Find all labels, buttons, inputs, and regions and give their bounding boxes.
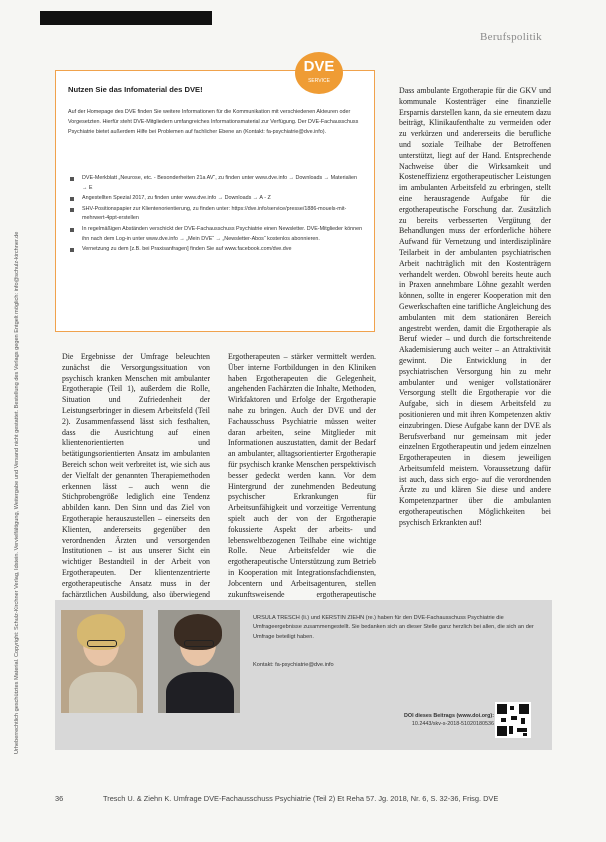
- list-item: In regelmäßigen Abständen verschickt der DVE-Fachausschuss Psychiatrie einen Newsletter. DVE-Mitglieder können ihn nach dem Log-in unter www.dve.info → „Mein DVE“ → „Newsletter-Abos“ kostenlos abonnieren.: [68, 225, 363, 244]
- qr-code-icon: [495, 702, 531, 738]
- list-item: Vernetzung zu dem [z.B. bei Praxisanfragen] finden Sie auf www.facebook.com/dve.dve: [68, 245, 363, 255]
- section-title: Berufspolitik: [480, 31, 542, 43]
- info-box-title: Nutzen Sie das Infomaterial des DVE!: [68, 85, 203, 94]
- author-box: [55, 600, 552, 750]
- list-item: DVE-Merkblatt „Neurose, etc. - Besonderheiten 21a AV“, zu finden unter www.dve.info → Downloads → Materialien → E: [68, 174, 363, 193]
- dve-service-badge: [295, 52, 343, 94]
- author-text: URSULA TRESCH (li.) und KERSTIN ZIEHN (re.) haben für den DVE-Fachausschuss Psychiatrie die Umfrageergebnisse zusammengestellt. Sie bedanken sich an dieser Stelle ganz herzlich bei allen, die sich an der Umfrage beteiligt haben.: [253, 615, 534, 640]
- footer-citation: Tresch U. & Ziehn K. Umfrage DVE-Fachausschuss Psychiatrie (Teil 2) Et Reha 57. Jg. 2018, Nr. 6, S. 32-36, Frisg. DVE: [103, 794, 499, 803]
- badge-sub-text: SERVICE: [308, 78, 330, 84]
- copyright-note: Urheberrechtlich geschütztes Material. Copyright: Schulz-Kirchner Verlag, Idstein. Vervielfältigung, Weitergabe und Versand nicht gestattet. Bestellung des Verlags gegen Entgelt möglich: info@schulz-kirchner.de: [14, 231, 20, 754]
- badge-logo-text: DVE: [303, 58, 335, 75]
- copyright-sidebar: [2, 64, 20, 754]
- body-column-2: Ergotherapeuten – stärker vermittelt werden. Über interne Fortbildungen in den Kliniken haben Ergotherapeuten die Gelegenheit, angehenden Fachärzten die Inhalte, Methoden, Wirkfaktoren und Erfolge der Ergotherapie nahe zu bringen. Auch der DVE und der Fachausschuss Psychiatrie müssen weiter daran arbeiten, seine Mitglieder mit Informationen auszustatten, damit der Bedarf an ambulanter, alltagsorientierter Ergotherapie für psychisch kranke Menschen perspektivisch besser gedeckt werden kann. Vor dem Hintergrund der zunehmenden Bedeutung psychischer Erkrankungen für Arbeitsunfähigkeit und vorzeitige Verrentung spielt auch der von der Ergotherapie fokussierte Aspekt der arbeits- und lebensweltbezogenen Teilhabe eine wichtige Rolle. Neue Arbeitsfelder wie die ergotherapeutische Unterstützung zum Betrieb in Kooperation mit Integrationsfachdiensten, Jobcentern und Arbeitsagenturen, stellen zukunftsweisende ergotherapeutische: [228, 352, 376, 599]
- info-box-intro: Auf der Homepage des DVE finden Sie weitere Informationen für die Kommunikation mit verschiedenen Akteuren oder Vorgesetzten. Hierfür steht DVE-Mitgliedern umfangreiches Informationsmaterial zur Verfügung. Der DVE-Fachausschuss Psychiatrie bietet außerdem Hilfe bei Problemen auf fachlicher Ebene an (Kontakt: fa-psychiatrie@dve.info).: [68, 109, 359, 135]
- info-box: [55, 70, 375, 332]
- doi-label: DOI dieses Beitrags (www.doi.org):: [404, 713, 494, 719]
- page-number: 36: [55, 794, 64, 803]
- header-black-bar: [40, 11, 212, 25]
- body-column-3: Dass ambulante Ergotherapie für die GKV und kommunale Kostenträger eine finanzielle Ersparnis darstellen kann, da sie erneutem dazu beiträgt, Klinikaufenthalte zu vermeiden oder zu verkürzen und andererseits die berufliche und soziale Teilhabe der Betroffenen unterstützt, liegt auf der Hand. Entsprechende Nachweise über die Wirksamkeit und Kosteneffizienz ergotherapeutischer Leistungen im ambulanten Arbeitsfeld zu erbringen, stellt eine herausragende Aufgabe für die ergotherapeutische Forschung dar. Zusätzlich zu bereits verbesserten Vergütung der Behandlungen muss der erforderliche höhere Aufwand für Vernetzung und interdisziplinäre Teilarbeit in der ambulanten psychiatrischen Arbeit nachträglich mit den Kostenträgern verhandelt werden. Obwohl bereits heute auch in Praxen annehmbare Löhne gezahlt werden können, sollte in engerer Kooperation mit den Gewerkschaften eine tarifliche Angleichung des ambulanten mit dem stationären Bereich angestrebt werden, damit die Ergotherapie als Beruf wieder – und durch die fortschreitende Akademisierung auch weiter – an Attraktivität gewinnt. Die Entwicklung in der psychiatrischen Versorgung hin zu mehr ambulanter und weniger vollstationärer Versorgung stellt die Ergotherapie vor die Aufgabe, sich in diesem Arbeitsfeld zu positionieren und mit ihren Kompetenzen aktiv einzubringen. Diese Aufgabe kann der DVE als Berufsverband nur gemeinsam mit jeder einzelnen Ergotherapeutin und jedem einzelnen Ergotherapeuten in diesem jeweiligen Arbeitsumfeld meistern. Voraussetzung dafür ist auch, dass sich ergo- auf die verordnenden Ärzte zu und klären Sie diese und andere Kompetenzpartner über die ambulanten ergotherapeutischen Möglichkeiten bei psychisch Erkrankten auf!: [399, 86, 551, 527]
- author-contact: Kontakt: fa-psychiatrie@dve.info: [253, 662, 334, 668]
- list-item: SHV-Positionspapier zur Klientenorientierung, zu finden unter: https://dve.info/service/presse/1886-mouels-mit-mehrwert-4ppt-erstellen: [68, 205, 363, 224]
- body-column-1: Die Ergebnisse der Umfrage beleuchten zunächst die Versorgungssituation von psychisch kranken Menschen mit ambulanter Ergotherapie (Teil 1), außerdem die Rolle, Situation und Zufriedenheit der Leistungserbringer in diesem Arbeitsfeld (Teil 2). Zusammenfassend lässt sich festhalten, dass die Ausrichtung auf einen klientenorientierten und betätigungsorientierten Ansatz im ambulanten Bereich schon weit verbreitet ist, wie sich aus der Vielfalt der genannten Therapiemethoden erkennen lässt – auch wenn die Stichprobengröße lediglich eine Tendenz abbilden kann. Den Sinn und das Ziel von Ergotherapie herauszustellen – einerseits den Klienten, andererseits gegenüber den verordnenden Ärzten und versorgenden Institutionen – ist aus unserer Sicht ein wichtiger Bestandteil in der Arbeit von Ergotherapeuten. Der klientenzentrierte ergotherapeutische Ansatz muss in der fachärztlichen Ausbildung, also überwiegend: [62, 352, 210, 599]
- info-box-list: [68, 174, 363, 256]
- author-photo-ziehn: [158, 610, 240, 713]
- list-item: Angestellten Spezial 2017, zu finden unter www.dve.info → Downloads → A - Z: [68, 194, 363, 204]
- doi-block: [404, 712, 494, 728]
- doi-value: 10.2443/skv-s-2018-51020180536: [411, 721, 494, 727]
- author-photo-tresch: [61, 610, 143, 713]
